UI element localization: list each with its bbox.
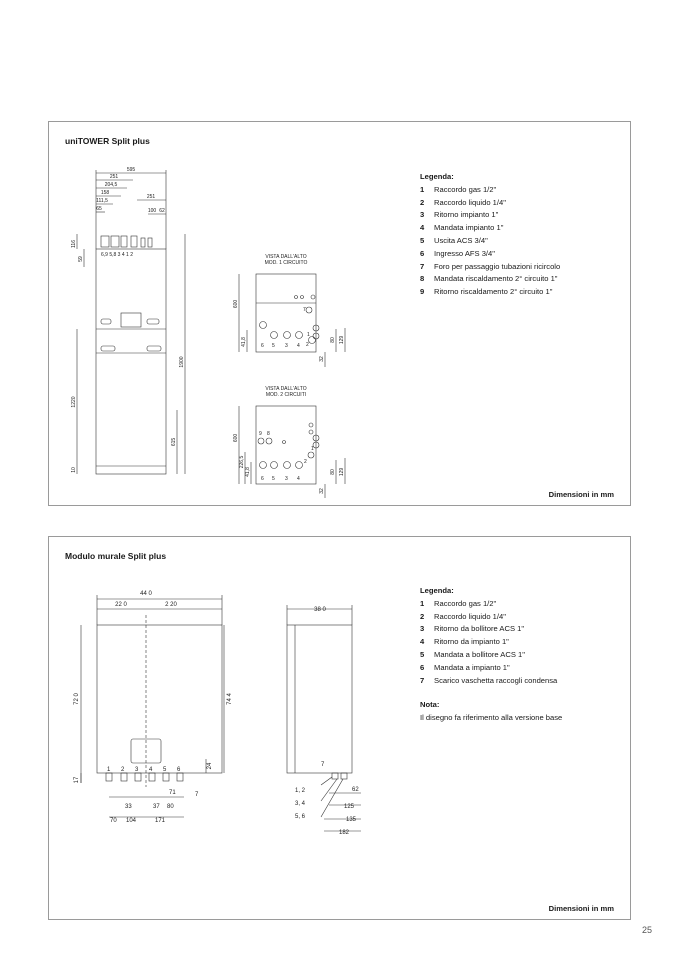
ms-label: 3, 4: [295, 801, 306, 807]
top2-dim-32: 32: [319, 488, 325, 494]
top1-dim-600: 600: [233, 299, 239, 309]
ms-label: 1, 2: [295, 788, 306, 794]
mf-dim-24: 24: [207, 762, 213, 770]
ms-label: 5, 6: [295, 814, 306, 820]
front-dim-62: 62: [159, 208, 165, 214]
top2-caption-1: VISTA DALL'ALTO: [265, 386, 307, 392]
top2-label: 9: [259, 431, 262, 437]
mf-dim-440: 44 0: [140, 591, 152, 597]
front-dim-10: 10: [71, 467, 77, 473]
top2-dim-600: 600: [233, 433, 239, 443]
legend-item: 2 Raccordo liquido 1/4": [420, 197, 506, 207]
legend-item: 3 Ritorno impianto 1": [420, 210, 499, 220]
ms-dim-135: 135: [346, 817, 357, 823]
panel-title: uniTOWER Split plus: [65, 136, 150, 146]
unitower-front-body: [96, 249, 166, 474]
top2-label: 4: [297, 476, 300, 482]
legend-item: 4 Mandata impianto 1": [420, 223, 504, 233]
front-dim-158: 158: [100, 190, 110, 196]
mf-conn-label: 5: [163, 767, 167, 773]
legend-item: 2 Raccordo liquido 1/4": [420, 611, 506, 621]
panel-title: Modulo murale Split plus: [65, 551, 167, 561]
mf-dim-37: 37: [153, 804, 160, 810]
legend-item: 3 Ritorno da bollitore ACS 1": [420, 624, 525, 634]
mf-dim-220b: 2 20: [165, 602, 177, 608]
ms-dim-62: 62: [352, 787, 359, 793]
front-conn-labels: 6,9 5,8 3 4 1 2: [101, 252, 133, 258]
mf-dim-104: 104: [126, 818, 137, 824]
front-dim-59: 59: [78, 256, 84, 262]
top2-label: 8: [267, 431, 270, 437]
legend-item: 7 Scarico vaschetta raccogli condensa: [420, 675, 558, 685]
front-dim-1220: 1220: [71, 396, 77, 408]
top2-dim-41: 41,8: [245, 467, 251, 477]
legend-item: 6 Mandata a impianto 1": [420, 662, 510, 672]
top1-label: 4: [297, 343, 300, 349]
front-dim-204: 204,5: [104, 182, 118, 188]
ms-dim-380: 38 0: [314, 607, 326, 613]
front-dim-100: 100: [147, 208, 157, 214]
mf-conn-label: 1: [107, 767, 111, 773]
mf-dim-171: 171: [155, 818, 166, 824]
mf-dim-7: 7: [195, 792, 199, 798]
legend-item: 1 Raccordo gas 1/2": [420, 598, 497, 608]
top-view-1-outline: [256, 274, 316, 352]
mf-dim-17: 17: [74, 776, 80, 784]
top2-dim-129: 129: [339, 467, 345, 477]
legend-item: 4 Ritorno da impianto 1": [420, 637, 509, 647]
mf-conn-label: 6: [177, 767, 181, 773]
top2-label: 1: [311, 446, 314, 452]
front-dim-251a: 251: [109, 174, 119, 180]
front-dim-65: 65: [96, 206, 102, 212]
front-dim-1900: 1900: [179, 356, 185, 368]
mf-dim-220a: 22 0: [115, 602, 127, 608]
top1-label: 1: [307, 332, 310, 338]
note-title: Nota:: [420, 700, 440, 710]
modulo-front-body: [97, 625, 222, 773]
front-dim-251b: 251: [146, 194, 156, 200]
mf-conn-label: 3: [135, 767, 139, 773]
top1-label: 3: [285, 343, 288, 349]
top1-caption-1: VISTA DALL'ALTO: [265, 254, 307, 260]
top2-dim-226: 226,5: [239, 455, 245, 469]
mf-dim-80: 80: [167, 804, 174, 810]
top1-dim-32: 32: [319, 356, 325, 362]
top1-dim-80: 80: [330, 337, 336, 343]
mf-dim-33: 33: [125, 804, 132, 810]
top1-label: 2: [306, 342, 309, 348]
unitower-panel: [48, 121, 631, 506]
top1-caption-2: MOD. 1 CIRCUITO: [264, 260, 308, 266]
legend-item: 5 Uscita ACS 3/4": [420, 235, 488, 245]
top2-label: 2: [304, 459, 307, 465]
top2-dim-80: 80: [330, 469, 336, 475]
dimensions-note: Dimensioni in mm: [548, 490, 614, 499]
legend-title: Legenda:: [420, 586, 454, 595]
top2-caption-2: MOD. 2 CIRCUITI: [265, 392, 307, 398]
top1-label: 6: [261, 343, 264, 349]
top2-label: 3: [285, 476, 288, 482]
legend-item: 9 Ritorno riscaldamento 2° circuito 1": [420, 287, 553, 297]
legend: [420, 171, 560, 299]
note-text: Il disegno fa riferimento alla versione base: [420, 713, 563, 723]
front-dim-595: 595: [126, 167, 136, 173]
front-dim-615: 615: [171, 437, 177, 447]
mf-conn-label: 2: [121, 767, 125, 773]
front-dim-116: 116: [71, 240, 77, 248]
legend-item: 5 Mandata a bollitore ACS 1": [420, 649, 525, 659]
ms-dim-7: 7: [321, 762, 325, 768]
legend-title: Legenda:: [420, 172, 454, 181]
top-view-2-outline: [256, 406, 316, 484]
modulo-side-body: [287, 625, 352, 773]
top1-dim-129: 129: [339, 335, 345, 345]
top1-label: 5: [272, 343, 275, 349]
top1-dim-41: 41,8: [241, 337, 247, 347]
modulo-murale-panel: [48, 536, 631, 920]
legend: [420, 585, 562, 725]
mf-dim-744: 74 4: [227, 693, 233, 705]
legend-item: 1 Raccordo gas 1/2": [420, 184, 497, 194]
mf-conn-label: 4: [149, 767, 153, 773]
top1-label: 7: [303, 307, 306, 313]
legend-item: 7 Foro per passaggio tubazioni ricircolo: [420, 261, 561, 271]
legend-item: 6 Ingresso AFS 3/4": [420, 248, 495, 258]
ms-dim-125: 125: [344, 804, 355, 810]
dimensions-note: Dimensioni in mm: [548, 904, 614, 913]
top2-label: 5: [272, 476, 275, 482]
legend-item: 8 Mandata riscaldamento 2° circuito 1": [420, 274, 558, 284]
top2-label: 6: [261, 476, 264, 482]
ms-dim-182: 182: [339, 830, 350, 836]
mf-dim-71: 71: [169, 790, 176, 796]
page-number: 25: [642, 925, 653, 935]
mf-dim-70: 70: [110, 818, 117, 824]
front-dim-111: 111,5: [96, 198, 108, 204]
mf-dim-720: 72 0: [74, 693, 80, 705]
